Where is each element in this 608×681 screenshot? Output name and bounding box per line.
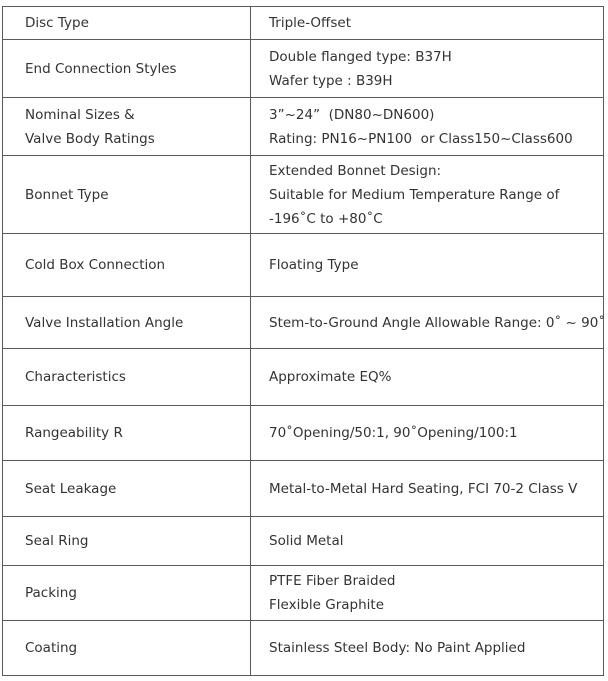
value-line: -196˚C to +80˚C xyxy=(269,210,383,227)
table-row xyxy=(3,349,604,406)
row-value xyxy=(251,406,604,461)
value-line: Triple-Offset xyxy=(269,15,351,31)
row-label xyxy=(3,234,251,297)
label-line: Nominal Sizes & xyxy=(25,106,135,123)
label-line: Disc Type xyxy=(25,15,89,31)
row-label xyxy=(3,98,251,156)
row-value xyxy=(251,234,604,297)
table-row xyxy=(3,156,604,234)
label-line: Valve Installation Angle xyxy=(25,314,184,331)
value-line: Metal-to-Metal Hard Seating, FCI 70-2 Class V xyxy=(269,480,578,497)
value-line: Stem-to-Ground Angle Allowable Range: 0˚ ~ 90˚ xyxy=(269,314,606,331)
value-line: Approximate EQ% xyxy=(269,369,392,385)
label-line: Seat Leakage xyxy=(25,480,117,497)
value-line: 3”~24” (DN80~DN600) xyxy=(269,106,435,123)
label-line: Seal Ring xyxy=(25,533,89,549)
row-value xyxy=(251,349,604,406)
value-line: Double flanged type: B37H xyxy=(269,48,452,65)
row-label xyxy=(3,517,251,566)
row-label xyxy=(3,7,251,40)
row-value xyxy=(251,98,604,156)
value-line: Flexible Graphite xyxy=(269,597,385,613)
row-label xyxy=(3,461,251,517)
value-line: Solid Metal xyxy=(269,533,344,549)
label-line: Coating xyxy=(25,640,78,656)
value-line: Wafer type : B39H xyxy=(269,72,393,89)
value-line: Floating Type xyxy=(269,257,359,273)
row-label xyxy=(3,40,251,98)
row-label xyxy=(3,156,251,234)
row-value xyxy=(251,621,604,676)
value-line: PTFE Fiber Braided xyxy=(269,573,396,589)
row-value xyxy=(251,461,604,517)
row-label xyxy=(3,406,251,461)
value-line: Stainless Steel Body: No Paint Applied xyxy=(269,640,526,656)
label-line: Cold Box Connection xyxy=(25,257,166,273)
table-row xyxy=(3,517,604,566)
value-line: 70˚Opening/50:1, 90˚Opening/100:1 xyxy=(269,425,518,441)
specification-table xyxy=(2,6,604,676)
row-value xyxy=(251,297,604,349)
label-line: Packing xyxy=(25,585,77,601)
label-line: Valve Body Ratings xyxy=(25,130,155,147)
value-line: Suitable for Medium Temperature Range of xyxy=(269,186,560,203)
row-label xyxy=(3,297,251,349)
label-line: End Connection Styles xyxy=(25,60,177,77)
label-line: Rangeability R xyxy=(25,425,123,441)
table-row xyxy=(3,406,604,461)
value-line: Rating: PN16~PN100 or Class150~Class600 xyxy=(269,130,573,147)
table-row xyxy=(3,98,604,156)
table-row xyxy=(3,297,604,349)
row-label xyxy=(3,349,251,406)
table-row xyxy=(3,40,604,98)
table-row xyxy=(3,566,604,621)
label-line: Characteristics xyxy=(25,369,126,385)
table-row xyxy=(3,621,604,676)
row-value xyxy=(251,40,604,98)
table-row xyxy=(3,234,604,297)
label-line: Bonnet Type xyxy=(25,186,109,203)
row-value xyxy=(251,566,604,621)
row-label xyxy=(3,621,251,676)
row-value xyxy=(251,517,604,566)
specification-table-body xyxy=(3,7,604,676)
table-row xyxy=(3,461,604,517)
row-label xyxy=(3,566,251,621)
row-value xyxy=(251,156,604,234)
table-row xyxy=(3,7,604,40)
value-line: Extended Bonnet Design: xyxy=(269,162,442,179)
row-value xyxy=(251,7,604,40)
